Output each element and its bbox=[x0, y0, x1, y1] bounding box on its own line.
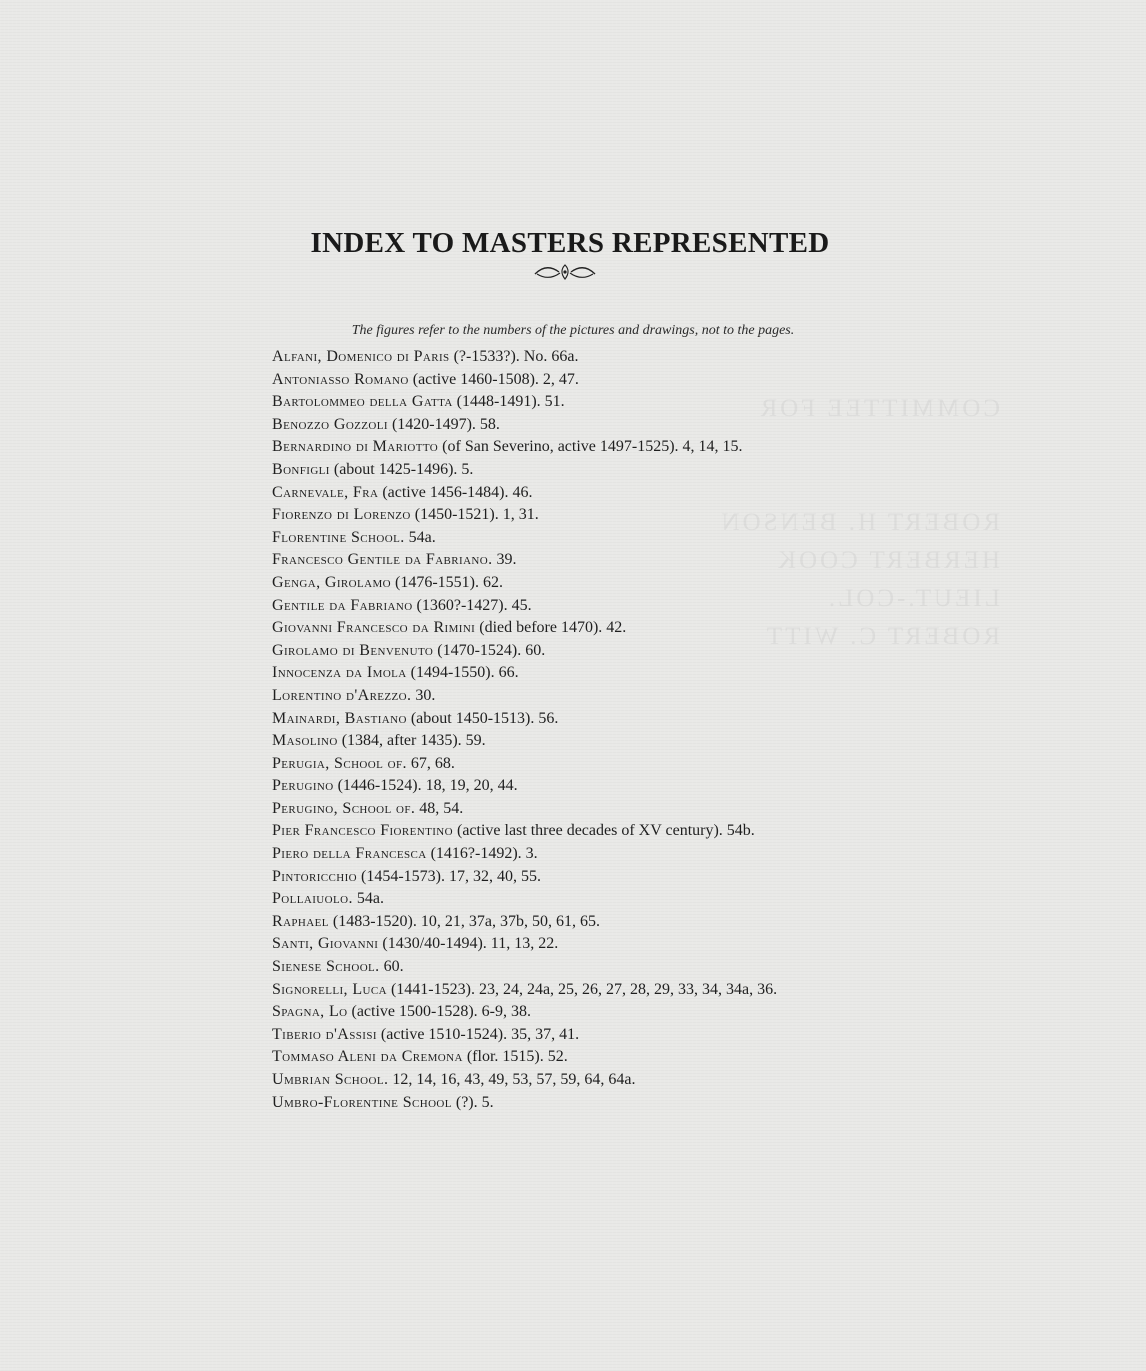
master-name: Santi, Giovanni bbox=[272, 935, 379, 953]
index-entry bbox=[272, 843, 992, 866]
show-through-text: COMMITTEE FOR ROBERT H. BENSON HERBERT COOK LIEUT.-COL. ROBERT C. WITT bbox=[718, 395, 1000, 650]
master-detail: (1494-1550). 66. bbox=[410, 664, 519, 682]
page-subtitle: The figures refer to the numbers of the pictures and drawings, not to the pages. bbox=[351, 323, 795, 338]
master-name: Signorelli, Luca bbox=[272, 980, 387, 998]
index-entry bbox=[272, 482, 992, 505]
master-detail: (1470-1524). 60. bbox=[437, 641, 546, 659]
master-detail: 39. bbox=[496, 551, 517, 569]
index-entry bbox=[272, 1069, 992, 1092]
index-entry bbox=[272, 549, 992, 572]
master-name: Carnevale, Fra bbox=[272, 483, 379, 501]
index-entry bbox=[272, 504, 992, 527]
master-name: Girolamo di Benvenuto bbox=[272, 641, 434, 659]
master-name: Bernardino di Mariotto bbox=[272, 438, 439, 456]
master-name: Umbrian School. bbox=[272, 1071, 389, 1088]
master-detail: (1420-1497). 58. bbox=[391, 415, 500, 433]
master-name: Florentine School. bbox=[272, 528, 405, 546]
index-entry bbox=[272, 391, 992, 414]
master-name: Antoniasso Romano bbox=[272, 370, 409, 388]
index-list bbox=[272, 346, 992, 1114]
master-detail: (about 1450-1513). 56. bbox=[410, 709, 559, 727]
master-detail: (about 1425-1496). 5. bbox=[333, 460, 474, 478]
master-detail: (1430/40-1494). 11, 13, 22. bbox=[382, 935, 559, 953]
index-entry bbox=[272, 346, 992, 369]
master-detail: (active last three decades of XV century). 54b. bbox=[456, 822, 755, 840]
master-detail: (?-1533?). No. 66a. bbox=[453, 348, 579, 365]
master-name: Bartolommeo della Gatta bbox=[272, 393, 453, 411]
master-name: Benozzo Gozzoli bbox=[272, 415, 388, 433]
index-entry bbox=[272, 595, 992, 618]
master-detail: (flor. 1515). 52. bbox=[466, 1048, 568, 1066]
master-detail: 12, 14, 16, 43, 49, 53, 57, 59, 64, 64a. bbox=[392, 1071, 636, 1088]
page-title: INDEX TO MASTERS REPRESENTED bbox=[310, 227, 830, 260]
master-detail: 54a. bbox=[356, 890, 384, 908]
index-entry bbox=[272, 1092, 992, 1115]
master-name: Umbro-Florentine School bbox=[272, 1093, 452, 1111]
master-name: Perugino, School of. bbox=[272, 799, 416, 817]
master-detail: (1384, after 1435). 59. bbox=[341, 732, 486, 750]
index-entry bbox=[272, 933, 992, 956]
master-name: Lorentino d'Arezzo. bbox=[272, 686, 412, 704]
master-name: Masolino bbox=[272, 732, 338, 750]
master-detail: (active 1456-1484). 46. bbox=[382, 483, 533, 501]
master-detail: 67, 68. bbox=[410, 754, 455, 772]
master-detail: (1450-1521). 1, 31. bbox=[414, 506, 539, 524]
master-name: Mainardi, Bastiano bbox=[272, 709, 407, 727]
master-name: Perugino bbox=[272, 777, 334, 795]
index-entry bbox=[272, 1001, 992, 1024]
index-entry bbox=[272, 414, 992, 437]
index-entry bbox=[272, 369, 992, 392]
fleuron-ornament-icon bbox=[533, 262, 597, 282]
index-entry bbox=[272, 798, 992, 821]
master-detail: (1454-1573). 17, 32, 40, 55. bbox=[361, 867, 541, 885]
index-entry bbox=[272, 572, 992, 595]
master-detail: (1441-1523). 23, 24, 24a, 25, 26, 27, 28, 29, 33, 34, 34a, 36. bbox=[390, 980, 778, 998]
master-name: Francesco Gentile da Fabriano. bbox=[272, 551, 493, 569]
master-name: Alfani, Domenico di Paris bbox=[272, 348, 450, 365]
master-name: Tiberio d'Assisi bbox=[272, 1025, 377, 1043]
master-name: Pollaiuolo. bbox=[272, 890, 353, 908]
index-entry bbox=[272, 956, 992, 979]
master-name: Raphael bbox=[272, 912, 329, 930]
master-name: Pier Francesco Fiorentino bbox=[272, 822, 453, 840]
master-detail: (1483-1520). 10, 21, 37a, 37b, 50, 61, 65. bbox=[332, 912, 600, 930]
master-detail: 48, 54. bbox=[419, 799, 464, 817]
index-entry bbox=[272, 1024, 992, 1047]
master-name: Fiorenzo di Lorenzo bbox=[272, 506, 411, 524]
index-entry bbox=[272, 617, 992, 640]
index-entry bbox=[272, 730, 992, 753]
master-name: Sienese School. bbox=[272, 958, 380, 976]
index-entry bbox=[272, 685, 992, 708]
master-detail: (1446-1524). 18, 19, 20, 44. bbox=[337, 777, 518, 795]
master-detail: (1416?-1492). 3. bbox=[430, 845, 538, 863]
index-entry bbox=[272, 866, 992, 889]
master-name: Perugia, School of. bbox=[272, 754, 407, 772]
master-detail: (active 1460-1508). 2, 47. bbox=[412, 370, 579, 388]
master-detail: (1360?-1427). 45. bbox=[416, 596, 532, 614]
index-entry bbox=[272, 459, 992, 482]
master-detail: (1476-1551). 62. bbox=[395, 573, 503, 591]
master-name: Genga, Girolamo bbox=[272, 573, 391, 591]
index-entry bbox=[272, 708, 992, 731]
index-entry bbox=[272, 888, 992, 911]
master-detail: 60. bbox=[383, 958, 404, 976]
master-name: Bonfigli bbox=[272, 460, 330, 478]
master-detail: (active 1510-1524). 35, 37, 41. bbox=[380, 1025, 580, 1043]
index-entry bbox=[272, 911, 992, 934]
index-entry bbox=[272, 640, 992, 663]
master-detail: (died before 1470). 42. bbox=[479, 619, 627, 637]
master-name: Spagna, Lo bbox=[272, 1003, 348, 1021]
master-detail: 54a. bbox=[408, 528, 436, 546]
master-name: Pintoricchio bbox=[272, 867, 357, 885]
index-entry bbox=[272, 436, 992, 459]
master-name: Piero della Francesca bbox=[272, 845, 427, 863]
master-name: Gentile da Fabriano bbox=[272, 596, 413, 614]
master-detail: (of San Severino, active 1497-1525). 4, 14, 15. bbox=[442, 438, 743, 456]
master-name: Tommaso Aleni da Cremona bbox=[272, 1048, 463, 1066]
index-entry bbox=[272, 753, 992, 776]
master-detail: (active 1500-1528). 6-9, 38. bbox=[351, 1003, 532, 1021]
master-detail: (1448-1491). 51. bbox=[456, 393, 565, 411]
index-entry bbox=[272, 1046, 992, 1069]
master-detail: (?). 5. bbox=[455, 1093, 494, 1111]
index-entry bbox=[272, 820, 992, 843]
master-name: Giovanni Francesco da Rimini bbox=[272, 619, 476, 637]
index-entry bbox=[272, 775, 992, 798]
index-entry bbox=[272, 979, 992, 1002]
index-entry bbox=[272, 662, 992, 685]
master-detail: 30. bbox=[415, 686, 436, 704]
index-entry bbox=[272, 527, 992, 550]
master-name: Innocenza da Imola bbox=[272, 664, 407, 682]
